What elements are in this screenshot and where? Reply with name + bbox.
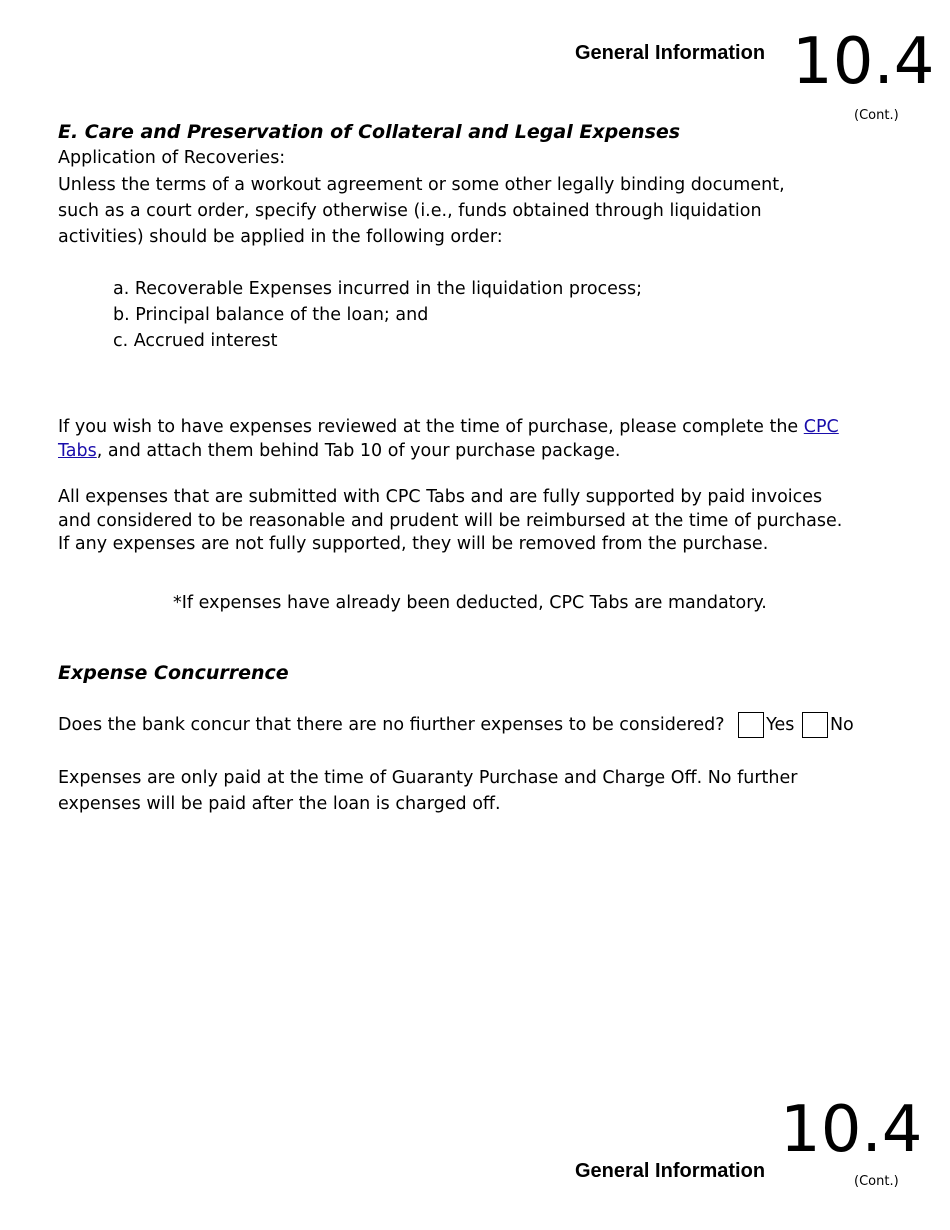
concurrence-question-row [58, 712, 854, 738]
review-text-after: , and attach them behind Tab 10 of your purchase package. [96, 441, 621, 461]
concurrence-note: Expenses are only paid at the time of Guaranty Purchase and Charge Off. No further expenses will be paid after the loan is charged off. [58, 768, 798, 814]
footer-cont-label: (Cont.) [854, 1174, 899, 1189]
section-subtitle: Application of Recoveries: [58, 148, 286, 168]
header-cont-label: (Cont.) [854, 108, 899, 123]
section-title: E. Care and Preservation of Collateral and Legal Expenses [58, 121, 681, 143]
no-label: No [829, 715, 854, 735]
mandatory-note: *If expenses have already been deducted, CPC Tabs are mandatory. [173, 593, 767, 613]
review-paragraph [58, 415, 848, 463]
list-item: c. Accrued interest [113, 331, 278, 351]
header-section-number: 10.4 [792, 25, 935, 99]
concurrence-title: Expense Concurrence [58, 662, 289, 684]
list-item: b. Principal balance of the loan; and [113, 305, 429, 325]
header-title: General Information [575, 42, 766, 64]
review-text-before: If you wish to have expenses reviewed at the time of purchase, please complete the [58, 417, 799, 437]
support-paragraph: All expenses that are submitted with CPC Tabs and are fully supported by paid invoices and considered to be reasonable and prudent will be reimbursed at the time of purchase. If any expenses are not fully supported, they will be removed from the purchase. [58, 487, 843, 554]
cpc-tabs-link[interactable]: CPC Tabs [58, 417, 839, 461]
yes-checkbox[interactable] [738, 712, 764, 738]
yes-label: Yes [766, 715, 795, 735]
section-intro: Unless the terms of a workout agreement or some other legally binding document, such as a court order, specify otherwise (i.e., funds obtained through liquidation activities) should be applied in the following order: [58, 175, 785, 247]
footer-title: General Information [575, 1160, 766, 1182]
list-item: a. Recoverable Expenses incurred in the liquidation process; [113, 279, 643, 299]
no-checkbox[interactable] [802, 712, 828, 738]
footer-section-number: 10.4 [780, 1093, 923, 1167]
concurrence-question: Does the bank concur that there are no fiurther expenses to be considered? [58, 715, 725, 735]
